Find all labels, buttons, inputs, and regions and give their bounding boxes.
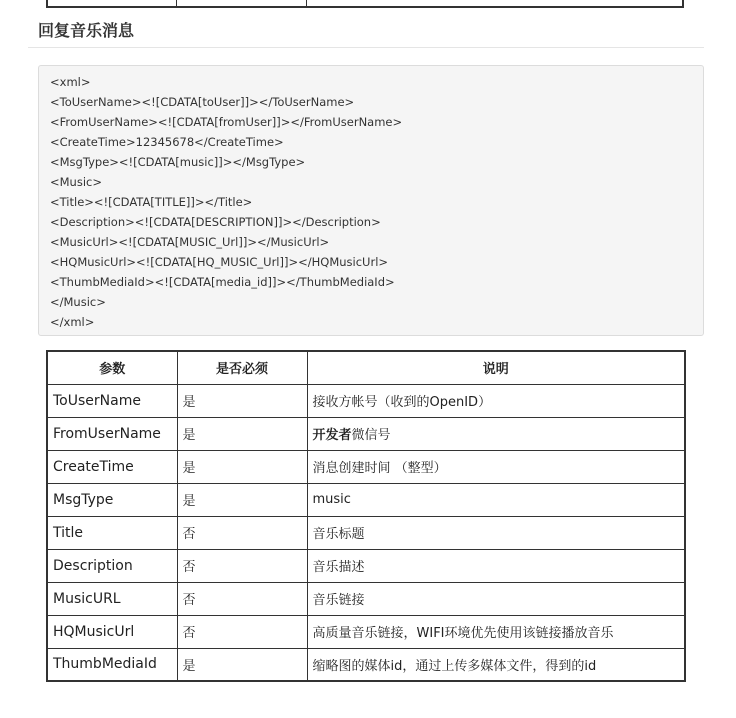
table-row: [47, 582, 685, 615]
code-line: <MsgType><![CDATA[music]]></MsgType>: [50, 155, 306, 169]
header-required: 是否必须: [177, 351, 307, 384]
table-row: [47, 549, 685, 582]
param-cell: Description: [47, 549, 177, 582]
param-cell: MusicURL: [47, 582, 177, 615]
required-cell: 是: [177, 384, 307, 417]
description-cell: 接收方帐号（收到的OpenID）: [307, 384, 685, 417]
code-line: <xml>: [50, 75, 91, 89]
previous-table-divider: [176, 0, 177, 6]
param-cell: CreateTime: [47, 450, 177, 483]
table-row: [47, 615, 685, 648]
code-line: <Music>: [50, 175, 102, 189]
table-row: [47, 417, 685, 450]
code-line: <Title><![CDATA[TITLE]]></Title>: [50, 195, 253, 209]
description-cell: 缩略图的媒体id，通过上传多媒体文件，得到的id: [307, 648, 685, 681]
description-cell: 音乐标题: [307, 516, 685, 549]
description-cell: 音乐链接: [307, 582, 685, 615]
code-line: <ThumbMediaId><![CDATA[media_id]]></ThumbMediaId>: [50, 275, 395, 289]
code-line: <CreateTime>12345678</CreateTime>: [50, 135, 284, 149]
previous-table-divider: [306, 0, 307, 6]
title-divider: [28, 47, 704, 48]
code-line: </xml>: [50, 315, 95, 329]
code-line: <FromUserName><![CDATA[fromUser]]></FromUserName>: [50, 115, 403, 129]
description-cell: 音乐描述: [307, 549, 685, 582]
required-cell: 否: [177, 582, 307, 615]
required-cell: 否: [177, 516, 307, 549]
header-param: 参数: [47, 351, 177, 384]
table-row: [47, 450, 685, 483]
table-row: [47, 516, 685, 549]
param-cell: ThumbMediaId: [47, 648, 177, 681]
description-cell: 消息创建时间 （整型）: [307, 450, 685, 483]
param-cell: FromUserName: [47, 417, 177, 450]
required-cell: 是: [177, 417, 307, 450]
section-title: 回复音乐消息: [38, 21, 135, 40]
xml-code-block: [38, 65, 704, 336]
code-line: <HQMusicUrl><![CDATA[HQ_MUSIC_Url]]></HQMusicUrl>: [50, 255, 389, 269]
required-cell: 是: [177, 450, 307, 483]
param-cell: HQMusicUrl: [47, 615, 177, 648]
required-cell: 是: [177, 648, 307, 681]
code-line: <Description><![CDATA[DESCRIPTION]]></Description>: [50, 215, 381, 229]
parameters-table: [46, 350, 686, 682]
param-cell: ToUserName: [47, 384, 177, 417]
description-cell: 高质量音乐链接，WIFI环境优先使用该链接播放音乐: [307, 615, 685, 648]
table-row: [47, 384, 685, 417]
table-row: [47, 483, 685, 516]
table-row: [47, 648, 685, 681]
description-cell: [307, 417, 685, 450]
required-cell: 是: [177, 483, 307, 516]
param-cell: MsgType: [47, 483, 177, 516]
param-cell: Title: [47, 516, 177, 549]
code-line: </Music>: [50, 295, 106, 309]
code-line: <MusicUrl><![CDATA[MUSIC_Url]]></MusicUrl>: [50, 235, 330, 249]
required-cell: 否: [177, 615, 307, 648]
table-header-row: [47, 351, 685, 384]
header-description: 说明: [307, 351, 685, 384]
description-text: 微信号: [351, 428, 391, 443]
code-line: <ToUserName><![CDATA[toUser]]></ToUserName>: [50, 95, 355, 109]
required-cell: 否: [177, 549, 307, 582]
previous-table-fragment: [46, 0, 684, 8]
description-bold-text: 开发者: [312, 428, 352, 443]
description-cell: music: [307, 483, 685, 516]
